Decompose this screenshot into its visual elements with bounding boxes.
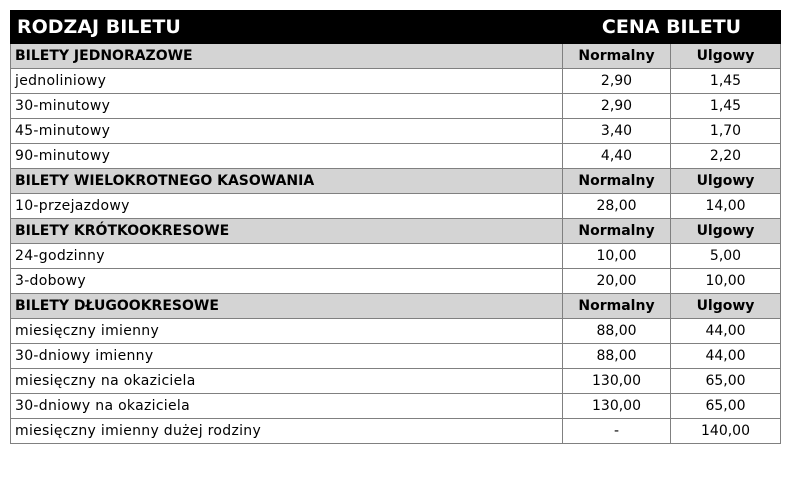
price-normal: 3,40 <box>563 119 671 144</box>
price-normal: 2,90 <box>563 69 671 94</box>
ticket-name: miesięczny na okaziciela <box>11 369 563 394</box>
table-row <box>11 319 781 344</box>
price-normal: 130,00 <box>563 369 671 394</box>
table-row <box>11 69 781 94</box>
price-normal: 130,00 <box>563 394 671 419</box>
column-label-normal: Normalny <box>563 44 671 69</box>
ticket-name: 45-minutowy <box>11 119 563 144</box>
price-reduced: 44,00 <box>671 344 781 369</box>
ticket-name: 30-dniowy na okaziciela <box>11 394 563 419</box>
price-reduced: 1,45 <box>671 94 781 119</box>
section-title: BILETY KRÓTKOOKRESOWE <box>11 219 563 244</box>
table-row <box>11 344 781 369</box>
section-header-row <box>11 169 781 194</box>
price-normal: 28,00 <box>563 194 671 219</box>
ticket-name: jednoliniowy <box>11 69 563 94</box>
ticket-price-header: CENA BILETU <box>563 11 781 44</box>
column-label-normal: Normalny <box>563 219 671 244</box>
price-reduced: 65,00 <box>671 394 781 419</box>
price-normal: 2,90 <box>563 94 671 119</box>
table-row <box>11 369 781 394</box>
section-header-row <box>11 294 781 319</box>
price-reduced: 5,00 <box>671 244 781 269</box>
ticket-name: 30-dniowy imienny <box>11 344 563 369</box>
price-reduced: 10,00 <box>671 269 781 294</box>
section-title: BILETY JEDNORAZOWE <box>11 44 563 69</box>
table-row <box>11 194 781 219</box>
table-row <box>11 269 781 294</box>
price-normal: 88,00 <box>563 319 671 344</box>
table-row <box>11 94 781 119</box>
price-normal: 10,00 <box>563 244 671 269</box>
table-row <box>11 244 781 269</box>
table-row <box>11 144 781 169</box>
ticket-price-table-container <box>10 10 780 444</box>
ticket-name: 24-godzinny <box>11 244 563 269</box>
ticket-name: miesięczny imienny <box>11 319 563 344</box>
section-title: BILETY WIELOKROTNEGO KASOWANIA <box>11 169 563 194</box>
ticket-name: 10-przejazdowy <box>11 194 563 219</box>
table-header-row <box>11 11 781 44</box>
ticket-price-table <box>10 10 781 444</box>
table-row <box>11 119 781 144</box>
column-label-reduced: Ulgowy <box>671 294 781 319</box>
price-reduced: 65,00 <box>671 369 781 394</box>
section-header-row <box>11 44 781 69</box>
price-normal: 4,40 <box>563 144 671 169</box>
ticket-name: 3-dobowy <box>11 269 563 294</box>
column-label-reduced: Ulgowy <box>671 169 781 194</box>
section-title: BILETY DŁUGOOKRESOWE <box>11 294 563 319</box>
ticket-type-header: RODZAJ BILETU <box>11 11 563 44</box>
price-normal: 20,00 <box>563 269 671 294</box>
price-normal: - <box>563 419 671 444</box>
ticket-name: 30-minutowy <box>11 94 563 119</box>
section-header-row <box>11 219 781 244</box>
price-reduced: 140,00 <box>671 419 781 444</box>
price-reduced: 1,45 <box>671 69 781 94</box>
ticket-name: miesięczny imienny dużej rodziny <box>11 419 563 444</box>
column-label-reduced: Ulgowy <box>671 219 781 244</box>
column-label-normal: Normalny <box>563 169 671 194</box>
table-row <box>11 419 781 444</box>
column-label-reduced: Ulgowy <box>671 44 781 69</box>
price-reduced: 14,00 <box>671 194 781 219</box>
table-row <box>11 394 781 419</box>
price-reduced: 44,00 <box>671 319 781 344</box>
price-reduced: 1,70 <box>671 119 781 144</box>
price-reduced: 2,20 <box>671 144 781 169</box>
ticket-name: 90-minutowy <box>11 144 563 169</box>
ticket-price-table-body <box>11 11 781 444</box>
column-label-normal: Normalny <box>563 294 671 319</box>
price-normal: 88,00 <box>563 344 671 369</box>
